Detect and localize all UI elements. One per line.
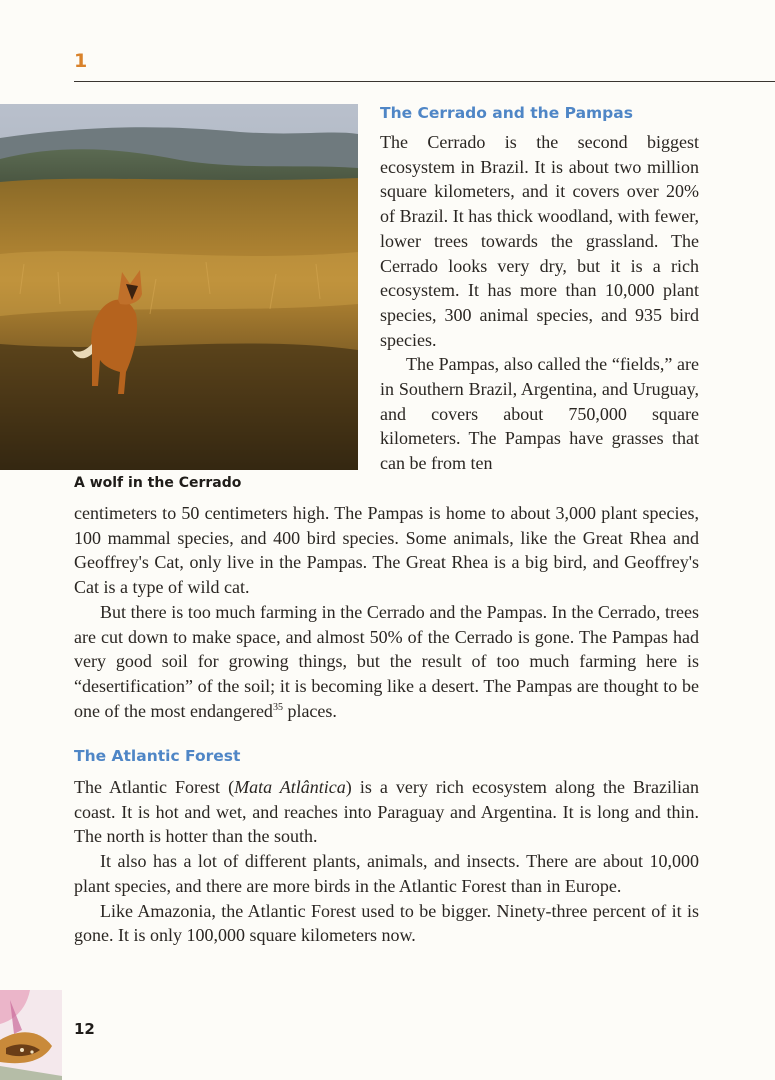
pampas-full-text xyxy=(74,501,699,723)
corner-butterfly-image xyxy=(0,990,62,1080)
atlantic-p1-end: ) is a very rich ecosystem along the Brazilian coast. It is hot and wet, and reaches into Paraguay and Argentina. It is long and thin. The north is hotter than the south. xyxy=(74,777,699,847)
chapter-number: 1 xyxy=(74,50,88,72)
page-number: 12 xyxy=(74,1020,95,1038)
farming-paragraph-text: But there is too much farming in the Cerrado and the Pampas. In the Cerrado, trees are cut down to make space, and almost 50% of the Cerrado is gone. The Pampas had very good soil for growing things, but the result of too much farming here is “desertification” of the soil; it is becoming like a desert. The Pampas are thought to be one of the most endangered xyxy=(74,601,699,721)
footnote-marker[interactable]: 35 xyxy=(272,701,283,713)
cerrado-paragraph-1: The Cerrado is the second biggest ecosystem in Brazil. It is about two million square kilometers, and it covers over 20% of Brazil. It has thick woodland, with fewer, lower trees towards the grassland. The Cerrado looks very dry, but it is a rich ecosystem. It has more than 10,000 plant species, 300 animal species, and 935 bird species. xyxy=(380,132,699,350)
atlantic-paragraph-3: Like Amazonia, the Atlantic Forest used to be bigger. Ninety-three percent of it is gone. It is only 100,000 square kilometers now. xyxy=(74,900,699,946)
atlantic-p1-italic: Mata Atlântica xyxy=(234,777,346,797)
atlantic-text xyxy=(74,775,699,948)
atlantic-paragraph-2: It also has a lot of different plants, animals, and insects. There are about 10,000 plant species, and there are more birds in the Atlantic Forest than in Europe. xyxy=(74,851,699,896)
pampas-paragraph-start: The Pampas, also called the “fields,” are in Southern Brazil, Argentina, and Uruguay, and covers about 750,000 square kilometers. The Pampas have grasses that can be from ten xyxy=(380,354,699,474)
farming-paragraph-end: places. xyxy=(282,700,337,721)
figure-caption: A wolf in the Cerrado xyxy=(74,475,242,491)
cerrado-column-text xyxy=(380,130,699,476)
section-heading-atlantic: The Atlantic Forest xyxy=(74,747,241,765)
atlantic-paragraph-1 xyxy=(74,775,699,849)
pampas-paragraph-continued: centimeters to 50 centimeters high. The Pampas is home to about 3,000 plant species, 100 mammal species, and 400 bird species. Some animals, like the Great Rhea and Geoffrey's Cat, only live in the Pampas. The Great Rhea is a big bird, and Geoffrey's Cat is a type of wild cat. xyxy=(74,503,699,598)
atlantic-p1-start: The Atlantic Forest ( xyxy=(74,777,235,797)
section-heading-cerrado: The Cerrado and the Pampas xyxy=(380,104,633,122)
farming-paragraph xyxy=(74,600,699,724)
wolf-photo xyxy=(0,104,358,470)
header-rule xyxy=(74,81,775,82)
